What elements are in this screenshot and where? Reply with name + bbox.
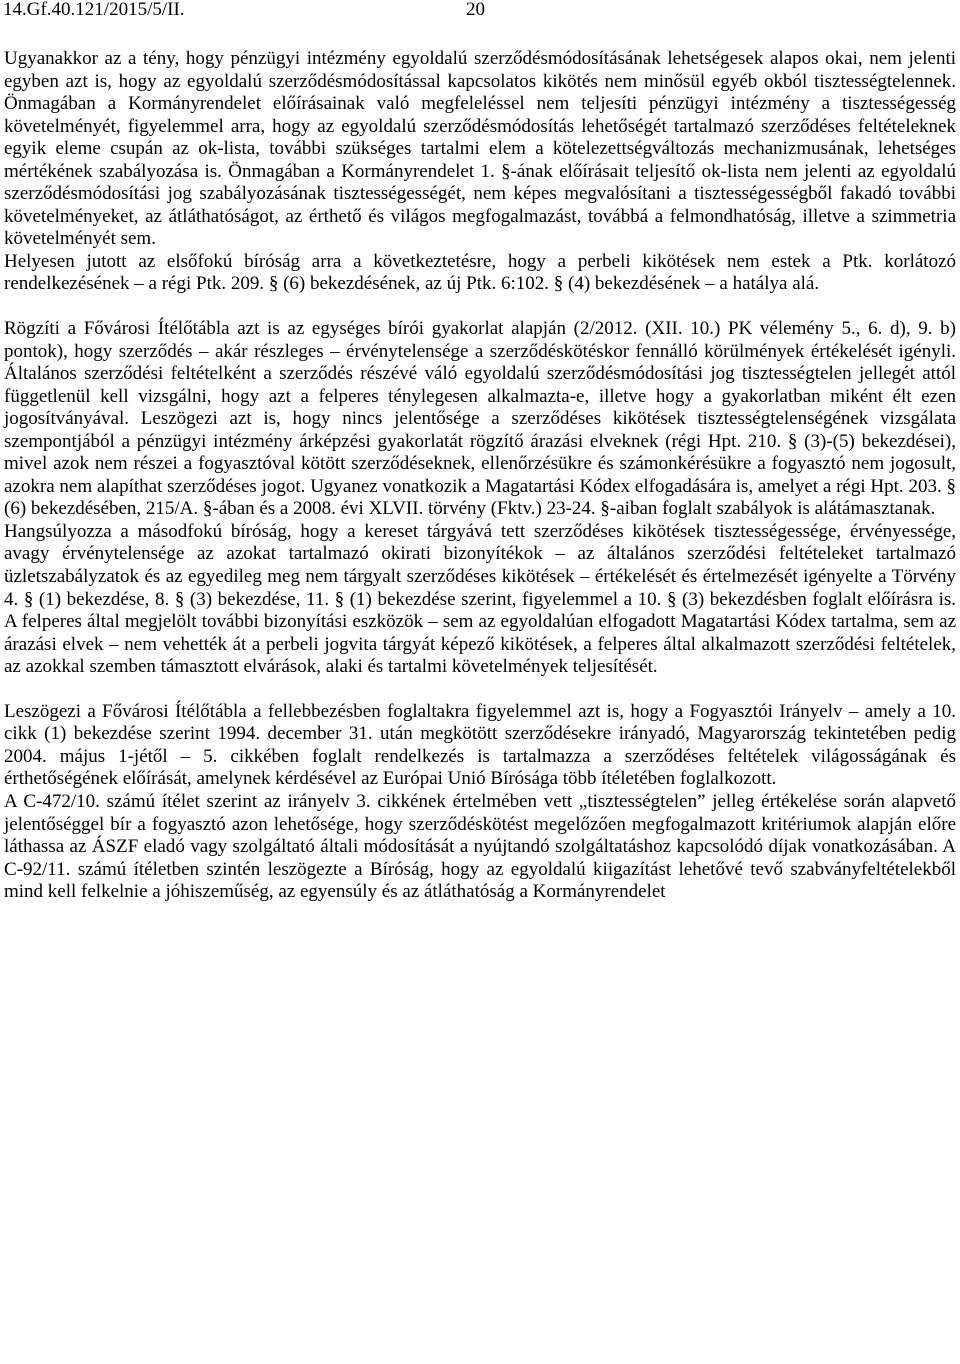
- text-line: értékelése során alapvető jelentőséggel bír a fogyasztó azon lehetősége, hogy szerződéskötést: [4, 790, 956, 835]
- paragraph: Ugyanakkor az a tény, hogy pénzügyi intézmény egyoldalú szerződésmódosításának lehetségesek alapos okai, nem jelenti egyben azt is, hogy az egyoldalú szerződésmódosítással kapcsolatos kikötés nem minősül egyéb okból tisztességtelennek. Önmagában a Kormányrendelet előírásainak való megfeleléssel nem teljesíti pénzügyi intézmény a tisztességesség követelményét, figyelemmel arra, hogy az egyoldalú szerződésmódosítás lehetőségét tartalmazó szerződéses feltételeknek egyik eleme csupán az ok-lista, további szükséges tartalmi elem a kötelezettségváltozás mechanizmusának, lehetséges mértékének szabályozása is. Önmagában a Kormányrendelet 1. §-ának előírásait teljesítő ok-lista nem jelenti az egyoldalú szerződésmódosítási jog szabályozásának tisztességességét, nem képes megvalósítani a tisztességességből fakadó további követelményeket, az átláthatóságot, az érthető és világos megfogalmazást, továbbá a felmondhatóság, illetve a szimmetria követelményét sem.: [4, 48, 956, 250]
- text-line: megelőzően megfogalmazott kritériumok alapján előre láthassa az ÁSZF eladó vagy szolgáltató általi: [4, 813, 956, 858]
- text-line: ítéletben szintén leszögezte a Bíróság, hogy az egyoldalú kiigazítást lehetővé tevő: [133, 858, 783, 880]
- case-number: 14.Gf.40.121/2015/5/II.: [3, 0, 185, 20]
- paragraph: Hangsúlyozza a másodfokú bíróság, hogy a kereset tárgyává tett szerződéses kikötések tisztességessége, érvényessége, avagy érvénytelensége az azokat tartalmazó okirati bizonyítékok – az általános szerződési feltételeket tartalmazó üzletszabályzatok és az egyedileg meg nem tárgyalt szerződéses kikötések – értékelését és értelmezését igényelte a Törvény 4. § (1) bekezdése, 8. § (3) bekezdése, 11. § (1) bekezdése szerint, figyelemmel a 10. § (3) bekezdésben foglalt előírásra is. A felperes által megjelölt további bizonyítási eszközök – sem az egyoldalúan elfogadott Magatartási Kódex tartalma, sem az árazási elvek – nem vehették át a perbeli jogvita tárgyát képező kikötések, a felperes által alkalmazott szerződési feltételek, az azokkal szemben támasztott elvárások, alaki és tartalmi követelmények teljesítését.: [4, 520, 956, 678]
- page-header: [0, 0, 960, 22]
- paragraph: Helyesen jutott az elsőfokú bíróság arra a következtetésre, hogy a perbeli kikötések nem estek a Ptk. korlátozó rendelkezésének – a régi Ptk. 209. § (6) bekezdésének, az új Ptk. 6:102. § (4) bekezdésének – a hatálya alá.: [4, 250, 956, 295]
- paragraph-spacer: [4, 296, 956, 318]
- paragraph-last: [4, 791, 956, 904]
- text-line: szabványfeltételekből mind kell felkelnie a jóhiszeműség, az egyensúly és az átláthatóság a Kormányrendelet: [4, 858, 956, 903]
- paragraph: Leszögezi a Fővárosi Ítélőtábla a fellebbezésben foglaltakra figyelemmel azt is, hogy a Fogyasztói Irányelv – amely a 10. cikk (1) bekezdése szerint 1994. december 31. után megkötött szerződésekre irányadó, Magyarország tekintetében pedig 2004. május 1-jétől – 5. cikkében foglalt rendelkezés is tartalmazza a szerződéses feltételek világosságának és érthetőségének előírását, amelynek kérdésével az Európai Unió Bírósága több ítéletében foglalkozott.: [4, 700, 956, 790]
- text-line: módosítását a nyújtandó szolgáltatáshoz kapcsolódó díjak vonatkozásában. A C-92/11. számú: [4, 836, 957, 880]
- page-number: 20: [466, 0, 485, 20]
- document-body: [4, 48, 956, 904]
- text-line: A C-472/10. számú ítélet szerint az irányelv 3. cikkének értelmében vett „tisztességtelen” jelleg: [4, 790, 755, 812]
- paragraph-spacer: [4, 679, 956, 701]
- paragraph: Rögzíti a Fővárosi Ítélőtábla azt is az egységes bírói gyakorlat alapján (2/2012. (XII. 10.) PK vélemény 5., 6. d), 9. b) pontok), hogy szerződés – akár részleges – érvénytelensége a szerződéskötéskor fennálló körülmények értékelését igényli. Általános szerződési feltételként a szerződés részévé váló egyoldalú szerződésmódosítási jog tisztességtelen jellegét attól függetlenül kell vizsgálni, hogy azt a felperes ténylegesen alkalmazta-e, illetve hogy a gyakorlatban miként élt ezen jogosítványával. Leszögezi azt is, hogy nincs jelentősége a szerződéses kikötések tisztességtelenségének vizsgálata szempontjából a pénzügyi intézmény árképzési gyakorlatát rögzítő árazási elveknek (régi Hpt. 210. § (3)-(5) bekezdései), mivel azok nem részei a fogyasztóval kötött szerződéseknek, ellenőrzésükre és számonkérésükre a fogyasztó nem jogosult, azokra nem alapíthat szerződéses jogot. Ugyanez vonatkozik a Magatartási Kódex elfogadására is, amelyet a régi Hpt. 203. § (6) bekezdésében, 215/A. §-ában és a 2008. évi XLVII. törvény (Fktv.) 23-24. §-aiban foglalt szabályok is alátámasztanak.: [4, 318, 956, 520]
